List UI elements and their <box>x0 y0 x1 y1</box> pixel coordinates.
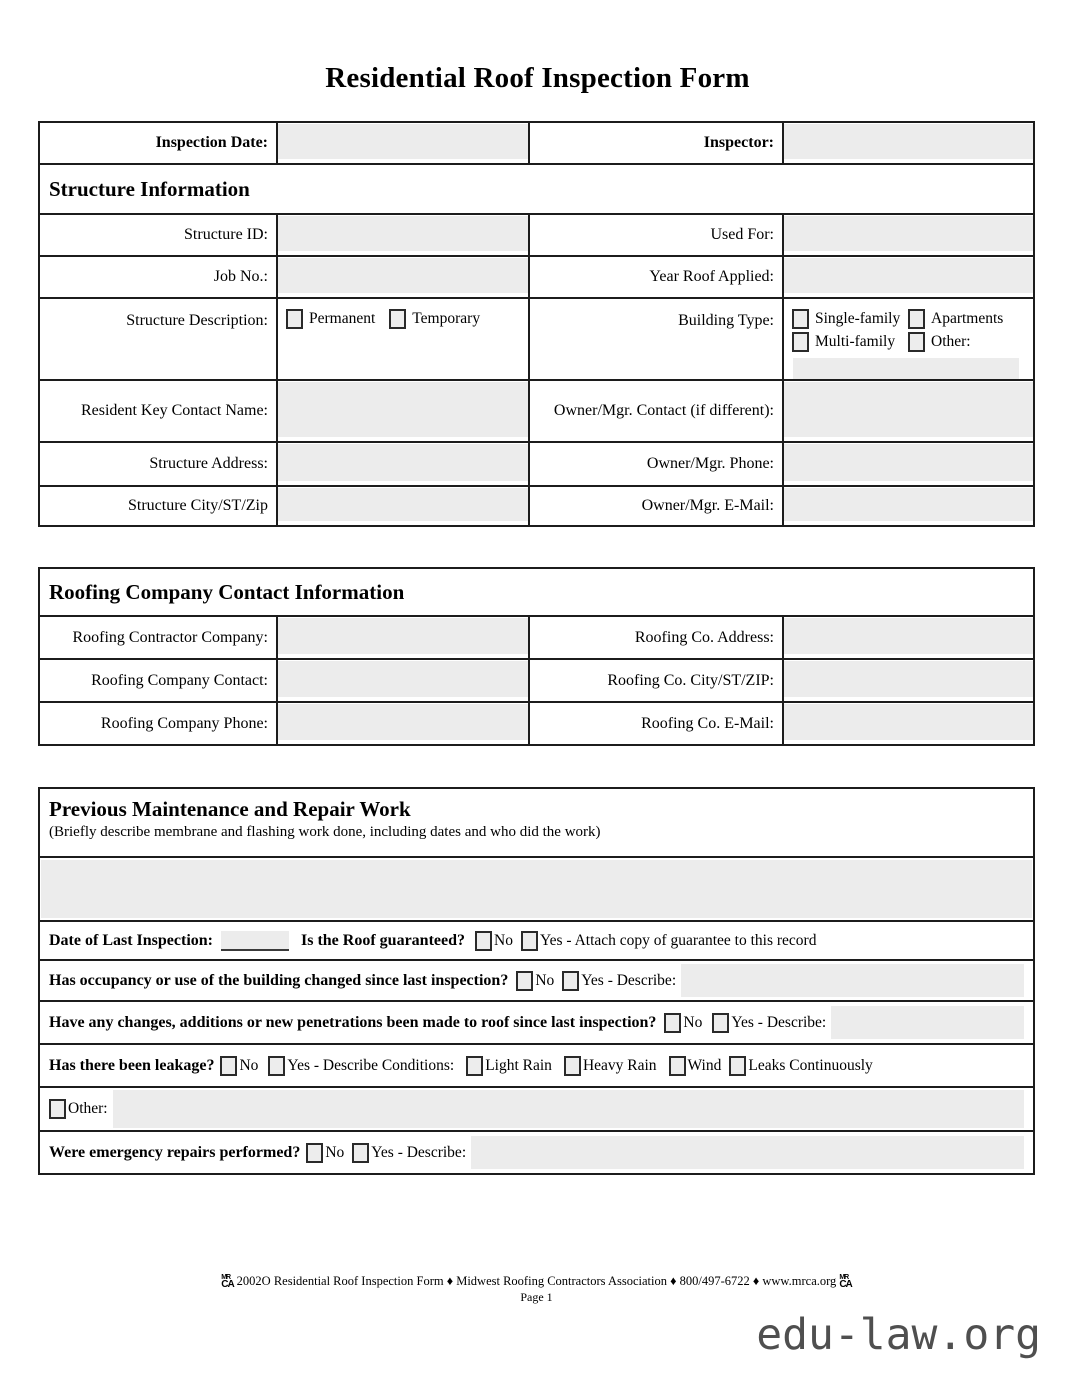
heavy-rain-label: Heavy Rain <box>582 1056 657 1074</box>
year-roof-applied-cell <box>782 255 1033 297</box>
leakage-question: Has there been leakage? <box>49 1056 215 1074</box>
emergency-yes-label: Yes - Describe: <box>371 1143 467 1161</box>
emergency-question: Were emergency repairs performed? <box>49 1143 301 1161</box>
structure-city-input[interactable] <box>278 488 528 521</box>
occupancy-describe-input[interactable] <box>681 964 1024 997</box>
roofing-city-cell <box>782 658 1033 701</box>
inspector-input[interactable] <box>784 124 1033 159</box>
permanent-checkbox[interactable] <box>286 309 303 329</box>
changes-row <box>40 1000 1033 1043</box>
job-no-input[interactable] <box>278 258 528 293</box>
maintenance-subtitle: (Briefly describe membrane and flashing work done, including dates and who did the work) <box>49 824 601 840</box>
light-rain-label: Light Rain <box>485 1056 552 1074</box>
structure-city-label: Structure City/ST/Zip <box>40 485 276 525</box>
emergency-describe-input[interactable] <box>471 1136 1024 1169</box>
job-no-label: Job No.: <box>40 255 276 297</box>
structure-address-label: Structure Address: <box>40 441 276 485</box>
multi-family-checkbox[interactable] <box>792 332 809 352</box>
guaranteed-yes-checkbox[interactable] <box>521 931 538 951</box>
inspector-label: Inspector: <box>528 123 782 163</box>
temporary-checkbox[interactable] <box>389 309 406 329</box>
wind-label: Wind <box>687 1056 722 1074</box>
heavy-rain-checkbox[interactable] <box>564 1056 581 1076</box>
structure-id-input[interactable] <box>278 216 528 251</box>
leakage-yes-checkbox[interactable] <box>268 1056 285 1076</box>
footer-line <box>38 1274 1035 1289</box>
maintenance-description-area <box>40 856 1033 920</box>
year-roof-applied-input[interactable] <box>784 258 1033 293</box>
resident-contact-label: Resident Key Contact Name: <box>40 379 276 441</box>
job-no-cell <box>276 255 528 297</box>
resident-contact-cell <box>276 379 528 441</box>
owner-email-label: Owner/Mgr. E-Mail: <box>528 485 782 525</box>
other-describe-input[interactable] <box>113 1090 1024 1128</box>
apartments-checkbox[interactable] <box>908 309 925 329</box>
leakage-no-checkbox[interactable] <box>220 1056 237 1076</box>
owner-phone-cell <box>782 441 1033 485</box>
inspection-date-label: Inspection Date: <box>155 134 268 152</box>
structure-description-label: Structure Description: <box>40 297 276 379</box>
used-for-label: Used For: <box>528 213 782 255</box>
date-last-inspection-input[interactable] <box>221 931 289 951</box>
edu-law-watermark: edu-law.org <box>756 1310 1041 1360</box>
roofing-address-cell <box>782 615 1033 658</box>
structure-id-label: Structure ID: <box>40 213 276 255</box>
roofing-email-cell <box>782 701 1033 744</box>
emergency-row <box>40 1130 1033 1173</box>
building-other-checkbox[interactable] <box>908 332 925 352</box>
emergency-no-label: No <box>325 1143 345 1161</box>
occupancy-question: Has occupancy or use of the building changed since last inspection? <box>49 971 509 989</box>
owner-phone-input[interactable] <box>784 444 1033 481</box>
roofing-section-header: Roofing Company Contact Information <box>49 579 405 604</box>
structure-description-cell <box>276 297 528 379</box>
roofing-city-input[interactable] <box>784 661 1033 697</box>
footer-text: 2002O Residential Roof Inspection Form ♦ Midwest Roofing Contractors Association ♦ 800/497-6722 ♦ www.mrca.org <box>236 1274 837 1288</box>
occupancy-row <box>40 959 1033 1000</box>
multi-family-label: Multi-family <box>815 333 896 350</box>
roofing-company-cell <box>276 615 528 658</box>
single-family-checkbox[interactable] <box>792 309 809 329</box>
building-type-cell <box>782 297 1033 379</box>
maintenance-table <box>38 787 1035 1175</box>
light-rain-checkbox[interactable] <box>466 1056 483 1076</box>
structure-section-header: Structure Information <box>40 163 1033 213</box>
other-label: Other: <box>68 1100 108 1117</box>
resident-contact-input[interactable] <box>278 382 528 437</box>
roofing-contact-label: Roofing Company Contact: <box>40 658 276 701</box>
last-inspection-row <box>40 920 1033 959</box>
occupancy-no-checkbox[interactable] <box>516 971 533 991</box>
changes-question: Have any changes, additions or new penetrations been made to roof since last inspection? <box>49 1013 657 1031</box>
inspector-cell <box>782 123 1033 163</box>
emergency-yes-checkbox[interactable] <box>352 1143 369 1163</box>
leaks-continuously-label: Leaks Continuously <box>748 1056 873 1074</box>
inspection-date-input[interactable] <box>278 124 528 159</box>
apartments-label: Apartments <box>931 310 1004 327</box>
maintenance-title: Previous Maintenance and Repair Work <box>49 797 411 821</box>
year-roof-applied-label: Year Roof Applied: <box>528 255 782 297</box>
occupancy-yes-checkbox[interactable] <box>562 971 579 991</box>
guaranteed-no-label: No <box>494 931 513 949</box>
roofing-email-label: Roofing Co. E-Mail: <box>528 701 782 744</box>
guaranteed-no-checkbox[interactable] <box>475 931 492 951</box>
mrca-logo-icon: MR CA <box>221 1274 234 1290</box>
maintenance-description-textarea[interactable] <box>41 860 1032 918</box>
temporary-label: Temporary <box>412 310 481 327</box>
structure-id-cell <box>276 213 528 255</box>
owner-contact-label: Owner/Mgr. Contact (if different): <box>528 379 782 441</box>
page-footer <box>38 1274 1035 1305</box>
maintenance-section-header <box>40 789 1033 856</box>
occupancy-no-label: No <box>535 971 555 989</box>
structure-address-input[interactable] <box>278 444 528 481</box>
single-family-label: Single-family <box>815 310 901 327</box>
roofing-address-label: Roofing Co. Address: <box>528 615 782 658</box>
roofing-phone-label: Roofing Company Phone: <box>40 701 276 744</box>
mrca-logo-icon: MR CA <box>839 1274 852 1290</box>
permanent-label: Permanent <box>309 310 376 327</box>
roofing-city-label: Roofing Co. City/ST/ZIP: <box>528 658 782 701</box>
roofing-contact-input[interactable] <box>278 661 528 697</box>
roofing-company-label: Roofing Contractor Company: <box>40 615 276 658</box>
changes-no-checkbox[interactable] <box>664 1013 681 1033</box>
roofing-contact-cell <box>276 658 528 701</box>
structure-city-cell <box>276 485 528 525</box>
other-checkbox[interactable] <box>49 1099 66 1119</box>
used-for-input[interactable] <box>784 216 1033 251</box>
guaranteed-yes-label: Yes - Attach copy of guarantee to this record <box>539 931 817 949</box>
roof-guaranteed-label: Is the Roof guaranteed? <box>301 931 465 949</box>
leakage-row <box>40 1043 1033 1086</box>
structure-info-table <box>38 121 1035 527</box>
roofing-email-input[interactable] <box>784 704 1033 740</box>
roofing-phone-input[interactable] <box>278 704 528 740</box>
roofing-phone-cell <box>276 701 528 744</box>
building-other-label: Other: <box>931 333 971 350</box>
changes-yes-checkbox[interactable] <box>712 1013 729 1033</box>
building-type-label: Building Type: <box>528 297 782 379</box>
other-row <box>40 1086 1033 1130</box>
changes-no-label: No <box>683 1013 703 1031</box>
structure-address-cell <box>276 441 528 485</box>
leakage-yes-label: Yes - Describe Conditions: <box>287 1056 455 1074</box>
inspection-date-cell <box>276 123 528 163</box>
occupancy-yes-label: Yes - Describe: <box>581 971 677 989</box>
used-for-cell <box>782 213 1033 255</box>
wind-checkbox[interactable] <box>669 1056 686 1076</box>
changes-yes-label: Yes - Describe: <box>731 1013 827 1031</box>
page-number: Page 1 <box>520 1290 553 1304</box>
page-title: Residential Roof Inspection Form <box>325 62 750 94</box>
emergency-no-checkbox[interactable] <box>306 1143 323 1163</box>
date-last-inspection-label: Date of Last Inspection: <box>49 931 213 949</box>
owner-contact-input[interactable] <box>784 382 1033 437</box>
roofing-address-input[interactable] <box>784 618 1033 654</box>
owner-contact-cell <box>782 379 1033 441</box>
owner-email-cell <box>782 485 1033 525</box>
roofing-company-input[interactable] <box>278 618 528 654</box>
changes-describe-input[interactable] <box>831 1006 1024 1039</box>
leaks-continuously-checkbox[interactable] <box>729 1056 746 1076</box>
leakage-no-label: No <box>239 1056 259 1074</box>
building-type-other-input[interactable] <box>793 358 1019 379</box>
roofing-company-table <box>38 567 1035 746</box>
owner-email-input[interactable] <box>784 488 1033 521</box>
owner-phone-label: Owner/Mgr. Phone: <box>528 441 782 485</box>
